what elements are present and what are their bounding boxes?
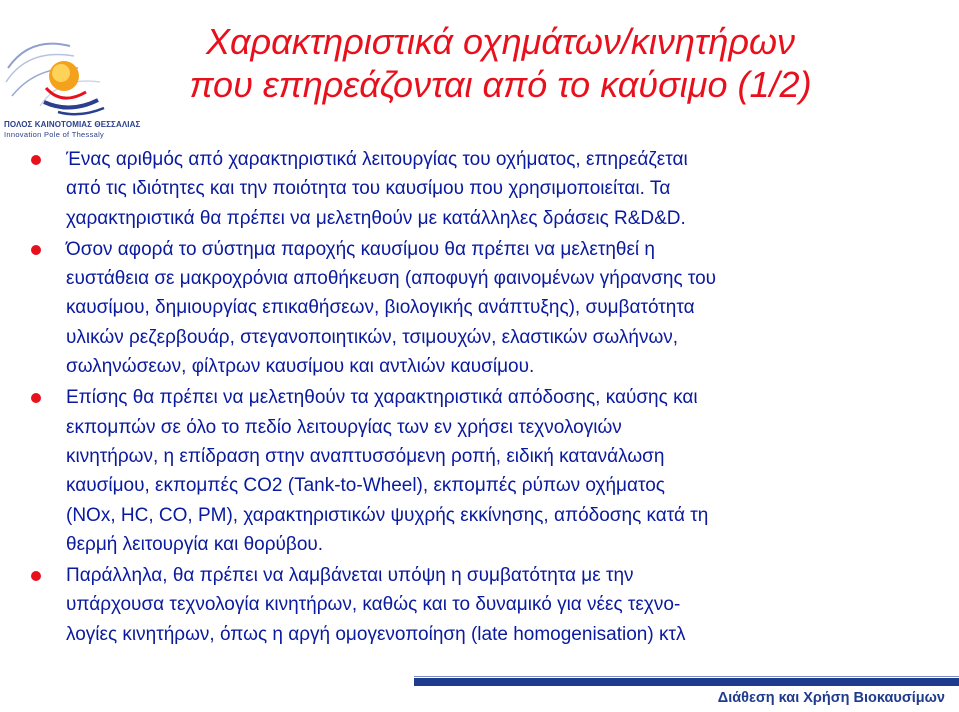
bullet-line: υπάρχουσα τεχνολογία κινητήρων, καθώς και το δυναμικό για νέες τεχνο- — [66, 594, 681, 616]
title-line-2: που επηρεάζονται από το καύσιμο (1/2) — [189, 64, 812, 105]
bullet-line: υλικών ρεζερβουάρ, στεγανοποιητικών, τσιμουχών, ελαστικών σωλήνων, — [66, 326, 679, 348]
bullet-item — [30, 561, 942, 649]
bullet-dot-icon — [31, 571, 41, 581]
bullet-line: Όσον αφορά το σύστημα παροχής καυσίμου θα πρέπει να μελετηθεί η — [66, 238, 655, 260]
bullet-line: ευστάθεια σε μακροχρόνια αποθήκευση (αποφυγή φαινομένων γήρανσης του — [66, 268, 717, 290]
bullet-line: χαρακτηριστικά θα πρέπει να μελετηθούν με κατάλληλες δράσεις R&D&D. — [66, 207, 686, 229]
bullet-dot-icon — [31, 155, 41, 165]
logo-name-english: Innovation Pole of Thessaly — [4, 130, 105, 139]
bullet-line: κινητήρων, η επίδραση στην αναπτυσσόμενη ροπή, ειδική κατανάλωση — [66, 445, 665, 467]
bullet-line: Ένας αριθμός από χαρακτηριστικά λειτουργίας του οχήματος, επηρεάζεται — [66, 149, 688, 170]
bullet-line: από τις ιδιότητες και την ποιότητα του καυσίμου που χρησιμοποιείται. Τα — [66, 178, 671, 200]
bullet-line: θερμή λειτουργία και θορύβου. — [66, 533, 324, 555]
title-line-1: Χαρακτηριστικά οχημάτων/κινητήρων — [206, 21, 795, 62]
bullet-line: Επίσης θα πρέπει να μελετηθούν τα χαρακτηριστικά απόδοσης, καύσης και — [66, 387, 698, 409]
bullet-line: λογίες κινητήρων, όπως η αργή ομογενοποίηση (late homogenisation) κτλ — [66, 623, 686, 645]
page-title — [48, 20, 953, 106]
footer-divider-thin — [414, 676, 959, 677]
bullet-line: καυσίμου, δημιουργίας επικαθήσεων, βιολογικής ανάπτυξης), συμβατότητα — [66, 297, 695, 319]
bullet-line: σωληνώσεων, φίλτρων καυσίμου και αντλιών καυσίμου. — [66, 356, 535, 378]
bullet-line: εκπομπών σε όλο το πεδίο λειτουργίας των εν χρήσει τεχνολογιών — [66, 416, 622, 438]
bullet-item — [30, 235, 942, 381]
bullet-item — [30, 145, 942, 233]
bullet-line: Παράλληλα, θα πρέπει να λαμβάνεται υπόψη η συμβατότητα με την — [66, 565, 634, 587]
logo-name-greek: ΠΟΛΟΣ ΚΑΙΝΟΤΟΜΙΑΣ ΘΕΣΣΑΛΙΑΣ — [4, 120, 141, 129]
bullet-line: καυσίμου, εκπομπές CO2 (Tank-to-Wheel), εκπομπές ρύπων οχήματος — [66, 475, 665, 497]
bullet-list — [30, 145, 942, 651]
bullet-dot-icon — [31, 393, 41, 403]
bullet-dot-icon — [31, 245, 41, 255]
footer-caption: Διάθεση και Χρήση Βιοκαυσίμων — [717, 690, 945, 706]
bullet-line: (NOx, HC, CO, PM), χαρακτηριστικών ψυχρής εκκίνησης, απόδοσης κατά τη — [66, 504, 709, 526]
bullet-item — [30, 383, 942, 559]
footer-divider — [414, 678, 959, 686]
